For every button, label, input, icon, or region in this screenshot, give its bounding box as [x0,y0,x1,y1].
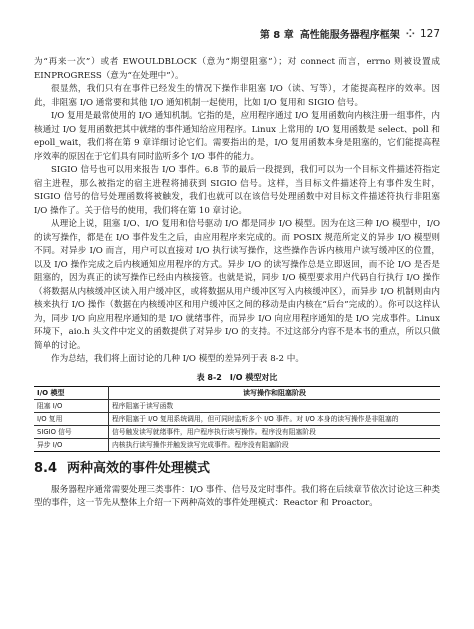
table-header-cell: I/O 模型 [34,387,109,400]
table-caption: 表 8-2 I/O 模型对比 [196,372,278,382]
paragraph: 服务器程序通常需要处理三类事件：I/O 事件、信号及定时事件。我们将在后续章节依次讨论这三种类型的事件，这一节先从整体上介绍一下两种高效的事件处理模式：Reactor 和 Proactor。 [34,484,440,508]
page-body [34,56,440,511]
table-header-row [34,387,440,400]
table-cell: 程序阻塞于读写函数 [109,400,441,413]
paragraph: 很显然，我们只有在事件已经发生的情况下操作非阻塞 I/O（读、写等），才能提高程序的效率。因此，非阻塞 I/O 通常要和其他 I/O 通知机制一起使用，比如 I/O 复用和 SIGIO 信号。 [34,84,440,108]
paragraph: 从理论上说，阻塞 I/O、I/O 复用和信号驱动 I/O 都是同步 I/O 模型。因为在这三种 I/O 模型中，I/O 的读写操作，都是在 I/O 事件发生之后，由应用程序来完成的。而 POSIX 规范所定义的异步 I/O 模型则不同。对异步 I/O 而言，用户可以直接对 I/O 执行读写操作，这些操作告诉内核用户读写缓冲区的位置，以及 I/O 操作完成之后内核通知应用程序的方式。异步 I/O 的读写操作总是立即返回，而不论 I/O 是否是阻塞的，因为真正的读写操作已经由内核接管。也就是说，同步 I/O 模型要求用户代码自行执行 I/O 操作（将数据从内核缓冲区读入用户缓冲区，或将数据从用户缓冲区写入内核缓冲区），而异步 I/O 机制则由内核来执行 I/O 操作（数据在内核缓冲区和用户缓冲区之间的移动是由内核在“后台”完成的）。你可以这样认为，同步 I/O 向应用程序通知的是 I/O 就绪事件，而异步 I/O 向应用程序通知的是 I/O 完成事件。Linux 环境下，aio.h 头文件中定义的函数提供了对异步 I/O 的支持。不过这部分内容不是本书的重点，所以只做简单的讨论。 [34,219,440,351]
table-cell: 异步 I/O [34,439,109,452]
section-title: 两种高效的事件处理模式 [67,461,211,476]
table-header-cell: 读写操作和阻塞阶段 [109,387,441,400]
table-cell: 信号触发读写就绪事件，用户程序执行读写操作。程序没有阻塞阶段 [109,426,441,439]
chapter-label: 第 8 章 [259,30,294,41]
section-heading [34,462,440,476]
section-number: 8.4 [34,461,58,476]
running-header [260,26,440,41]
table-cell: 阻塞 I/O [34,400,109,413]
table-row [34,400,440,413]
paragraph: I/O 复用是最常使用的 I/O 通知机制。它指的是，应用程序通过 I/O 复用函数向内核注册一组事件，内核通过 I/O 复用函数把其中就绪的事件通知给应用程序。Linux 上常用的 I/O 复用函数是 select、poll 和 epoll_wait，我们将在第 9 章详细讨论它们。需要指出的是，I/O 复用函数本身是阻塞的，它们能提高程序效率的原因在于它们具有同时监听多个 I/O 事件的能力。 [34,111,440,162]
table-row [34,413,440,426]
paragraph: 作为总结，我们将上面讨论的几种 I/O 模型的差异列于表 8-2 中。 [51,354,304,364]
table-row [34,439,440,452]
chapter-title: 高性能服务器程序框架 [299,30,400,41]
page-number: 127 [419,27,440,40]
table-cell: 程序阻塞于 I/O 复用系统调用，但可同时监听多个 I/O 事件。对 I/O 本身的读写操作是非阻塞的 [109,413,441,426]
table-cell: 内核执行读写操作并触发读写完成事件。程序没有阻塞阶段 [109,439,441,452]
paragraph-continued: 为“再来一次”）或者 EWOULDBLOCK（意为“期望阻塞”）；对 connect 而言，errno 则被设置成 EINPROGRESS（意为“在处理中”）。 [34,57,440,81]
ornament-icon: ⁘ [405,27,414,40]
table-cell: I/O 复用 [34,413,109,426]
table-row [34,426,440,439]
io-model-table [34,386,440,452]
table-cell: SIGIO 信号 [34,426,109,439]
paragraph: SIGIO 信号也可以用来报告 I/O 事件。6.8 节的最后一段提到，我们可以为一个目标文件描述符指定宿主进程，那么被指定的宿主进程将捕获到 SIGIO 信号。这样，当目标文件描述符上有事件发生时，SIGIO 信号的信号处理函数将被触发，我们也就可以在该信号处理函数中对目标文件描述符执行非阻塞 I/O 操作了。关于信号的使用，我们将在第 10 章讨论。 [34,165,440,216]
